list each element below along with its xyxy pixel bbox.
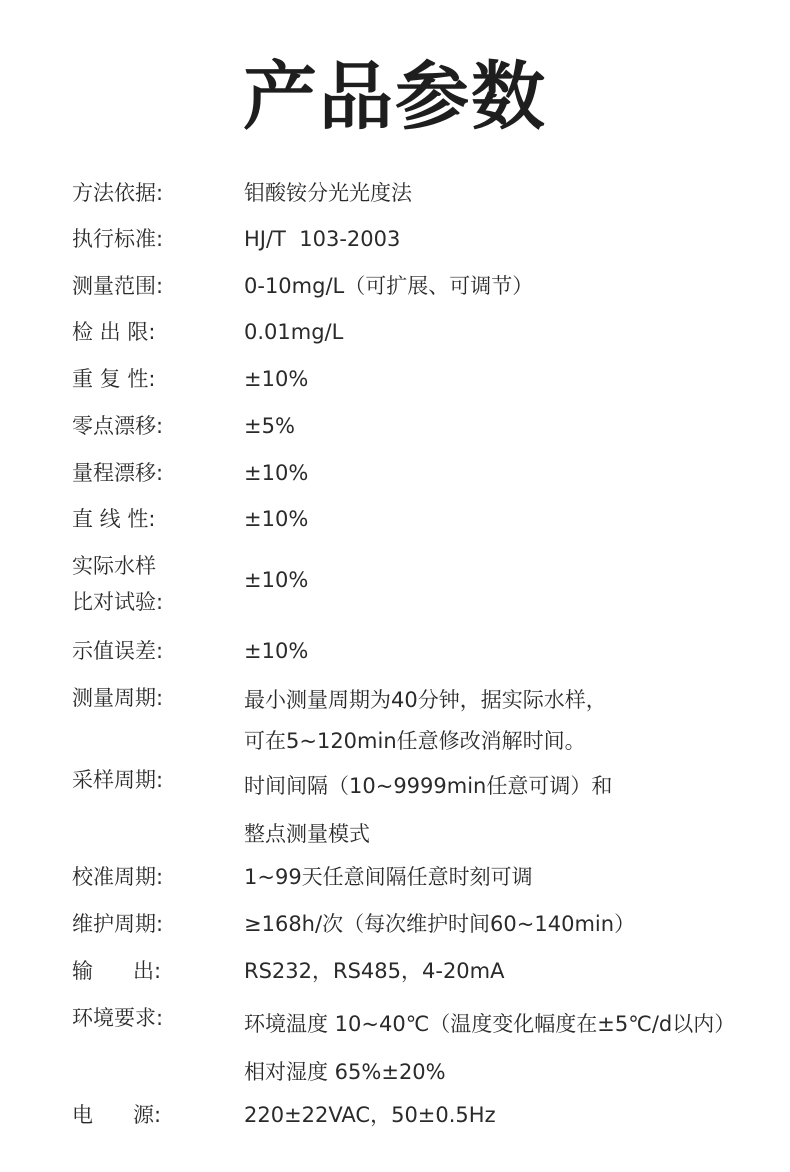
spec-label (72, 859, 232, 895)
spec-value-line: 整点测量模式 (244, 822, 370, 846)
spec-value-line: ±10% (244, 639, 309, 663)
spec-label (72, 221, 232, 257)
spec-value-line: ±10% (244, 568, 309, 592)
spec-label (72, 633, 232, 669)
spec-value (244, 906, 784, 942)
spec-label (72, 953, 232, 989)
spec-label-line: 量程漂移: (72, 461, 164, 485)
spec-value-line: ±10% (244, 461, 309, 485)
spec-label-line: 示值误差: (72, 639, 164, 663)
spec-label (72, 314, 232, 350)
spec-value (244, 953, 784, 989)
spec-value-line: 1~99天任意间隔任意时刻可调 (244, 865, 533, 889)
spec-value-line: RS232，RS485，4-20mA (244, 959, 505, 983)
spec-label (72, 1000, 232, 1036)
spec-value (244, 1000, 784, 1096)
spec-label-line: 采样周期: (72, 768, 164, 792)
spec-label (72, 680, 232, 716)
spec-label (72, 455, 232, 491)
spec-value-line: 最小测量周期为40分钟，据实际水样， (244, 688, 607, 712)
spec-value-line: HJ/T 103-2003 (244, 227, 401, 251)
spec-label (72, 268, 232, 304)
spec-value-line: 相对湿度 65%±20% (244, 1060, 446, 1084)
spec-value (244, 175, 784, 211)
spec-value-line: ±10% (244, 507, 309, 531)
spec-value (244, 361, 784, 397)
spec-label-line: 检 出 限: (72, 320, 156, 344)
spec-label-line: 方法依据: (72, 181, 164, 205)
spec-value (244, 762, 784, 858)
spec-value-line: 环境温度 10~40℃（温度变化幅度在±5℃/d以内） (244, 1012, 736, 1036)
spec-label-line: 测量范围: (72, 274, 164, 298)
spec-value-line: ±5% (244, 414, 295, 438)
spec-label (72, 1097, 232, 1133)
spec-value-line: 220±22VAC，50±0.5Hz (244, 1103, 496, 1127)
spec-label-line: 重 复 性: (72, 367, 156, 391)
spec-value (244, 562, 784, 598)
spec-value-line: ≥168h/次（每次维护时间60~140min） (244, 912, 636, 936)
spec-value (244, 1097, 784, 1133)
spec-label-line: 执行标准: (72, 227, 164, 251)
spec-label (72, 175, 232, 211)
spec-value-line: 0.01mg/L (244, 320, 344, 344)
spec-label-line: 比对试验: (72, 590, 164, 614)
spec-value-line: 0-10mg/L（可扩展、可调节） (244, 274, 534, 298)
spec-value-line: 可在5~120min任意修改消解时间。 (244, 729, 586, 753)
spec-value (244, 408, 784, 444)
spec-label-line: 测量周期: (72, 686, 164, 710)
spec-value (244, 501, 784, 537)
spec-label-line: 直 线 性: (72, 507, 156, 531)
spec-value (244, 680, 784, 762)
page-title: 产品参数 (243, 54, 547, 140)
spec-value (244, 314, 784, 350)
spec-value-line: 时间间隔（10~9999min任意可调）和 (244, 774, 613, 798)
spec-label-line: 电 源: (72, 1103, 162, 1127)
spec-label-line: 环境要求: (72, 1006, 164, 1030)
spec-label-line: 维护周期: (72, 912, 164, 936)
spec-value (244, 455, 784, 491)
spec-label-line: 零点漂移: (72, 414, 164, 438)
spec-label-line: 实际水样 (72, 554, 156, 578)
spec-value (244, 633, 784, 669)
spec-label (72, 361, 232, 397)
spec-label (72, 906, 232, 942)
spec-value (244, 268, 784, 304)
spec-value-line: ±10% (244, 367, 309, 391)
spec-value (244, 221, 784, 257)
spec-label (72, 501, 232, 537)
spec-label-line: 校准周期: (72, 865, 164, 889)
spec-label (72, 762, 232, 798)
spec-label (72, 408, 232, 444)
spec-label-line: 输 出: (72, 959, 162, 983)
spec-value (244, 859, 784, 895)
spec-label (72, 548, 232, 620)
spec-value-line: 钼酸铵分光光度法 (244, 181, 412, 205)
